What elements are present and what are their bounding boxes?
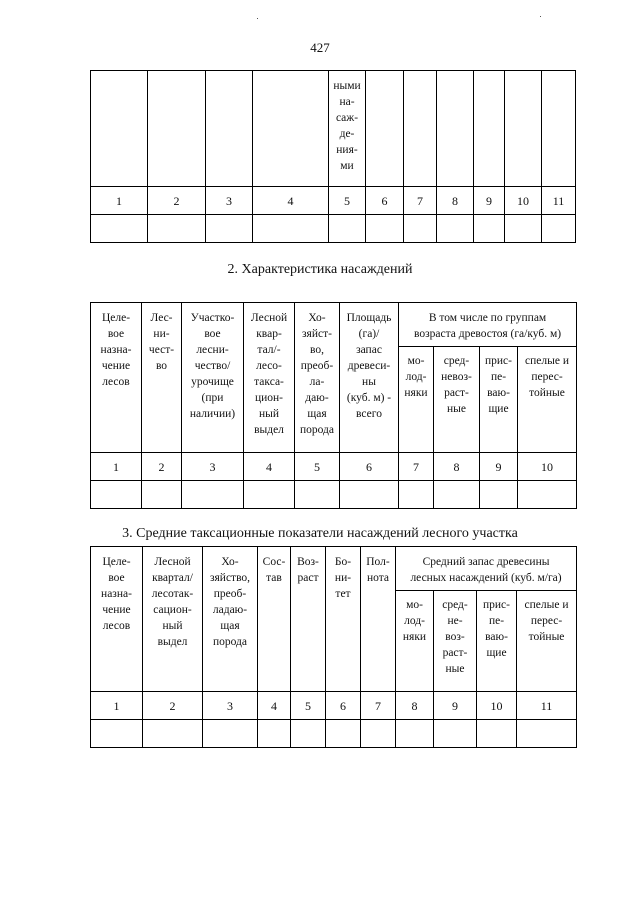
header-cell: Участко- вое лесни- чество/ урочище (при наличии) bbox=[182, 303, 244, 453]
column-number: 8 bbox=[434, 453, 480, 481]
scan-speck bbox=[257, 18, 258, 19]
empty-cell bbox=[291, 720, 326, 748]
empty-cell bbox=[258, 720, 291, 748]
header-cell: Площадь (га)/ запас древеси- ны (куб. м) - всего bbox=[340, 303, 399, 453]
empty-cell bbox=[148, 215, 206, 243]
empty-cell bbox=[295, 481, 340, 509]
header-cell bbox=[366, 71, 404, 187]
column-number-row bbox=[91, 187, 576, 215]
column-number: 11 bbox=[542, 187, 576, 215]
scan-speck bbox=[540, 16, 541, 17]
subheader-cell: мо- лод- няки bbox=[399, 347, 434, 453]
empty-cell bbox=[474, 215, 505, 243]
column-number: 2 bbox=[143, 692, 203, 720]
group-header-cell: Средний запас древесины лесных насаждений (куб. м/га) bbox=[396, 547, 577, 591]
empty-cell bbox=[142, 481, 182, 509]
column-number: 3 bbox=[203, 692, 258, 720]
empty-cell bbox=[517, 720, 577, 748]
column-number: 4 bbox=[258, 692, 291, 720]
empty-cell bbox=[91, 481, 142, 509]
empty-cell bbox=[366, 215, 404, 243]
table-continuation bbox=[90, 70, 576, 243]
column-number: 1 bbox=[91, 692, 143, 720]
empty-cell bbox=[542, 215, 576, 243]
column-number: 4 bbox=[253, 187, 329, 215]
empty-cell bbox=[203, 720, 258, 748]
header-cell bbox=[206, 71, 253, 187]
header-cell: Сос- тав bbox=[258, 547, 291, 692]
header-cell: Лес- ни- чест- во bbox=[142, 303, 182, 453]
empty-cell bbox=[434, 481, 480, 509]
column-number: 10 bbox=[477, 692, 517, 720]
empty-cell bbox=[253, 215, 329, 243]
subheader-cell: прис- пе- ваю- щие bbox=[480, 347, 518, 453]
header-cell bbox=[253, 71, 329, 187]
header-cell bbox=[437, 71, 474, 187]
column-number: 10 bbox=[505, 187, 542, 215]
empty-data-row bbox=[91, 720, 577, 748]
empty-cell bbox=[480, 481, 518, 509]
header-cell: ными на- саж- де- ния- ми bbox=[329, 71, 366, 187]
header-cell: Бо- ни- тет bbox=[326, 547, 361, 692]
empty-data-row bbox=[91, 215, 576, 243]
empty-data-row bbox=[91, 481, 577, 509]
column-number: 2 bbox=[142, 453, 182, 481]
section-title: 3. Средние таксационные показатели насаждений лесного участка bbox=[122, 526, 518, 541]
column-number: 7 bbox=[404, 187, 437, 215]
table-taxation-indicators bbox=[90, 546, 577, 748]
column-number: 6 bbox=[340, 453, 399, 481]
column-number: 2 bbox=[148, 187, 206, 215]
column-number-row bbox=[91, 692, 577, 720]
column-number: 6 bbox=[366, 187, 404, 215]
column-number: 11 bbox=[517, 692, 577, 720]
header-cell bbox=[542, 71, 576, 187]
empty-cell bbox=[329, 215, 366, 243]
header-cell bbox=[505, 71, 542, 187]
header-cell bbox=[91, 71, 148, 187]
subheader-cell: мо- лод- няки bbox=[396, 591, 434, 692]
column-number: 5 bbox=[295, 453, 340, 481]
subheader-cell: сред- не- воз- раст- ные bbox=[434, 591, 477, 692]
column-number: 1 bbox=[91, 187, 148, 215]
empty-cell bbox=[399, 481, 434, 509]
header-cell: Хо- зяйст- во, преоб- ла- даю- щая порода bbox=[295, 303, 340, 453]
column-number: 10 bbox=[518, 453, 577, 481]
column-number: 1 bbox=[91, 453, 142, 481]
header-cell: Лесной квартал/ лесотак- сацион- ный выдел bbox=[143, 547, 203, 692]
column-number: 5 bbox=[329, 187, 366, 215]
header-cell: Целе- вое назна- чение лесов bbox=[91, 303, 142, 453]
empty-cell bbox=[143, 720, 203, 748]
column-number: 8 bbox=[396, 692, 434, 720]
empty-cell bbox=[437, 215, 474, 243]
column-number: 5 bbox=[291, 692, 326, 720]
empty-cell bbox=[361, 720, 396, 748]
empty-cell bbox=[91, 215, 148, 243]
page-number: 427 bbox=[310, 40, 330, 55]
header-cell bbox=[474, 71, 505, 187]
header-cell: Хо- зяйство, преоб- ладаю- щая порода bbox=[203, 547, 258, 692]
column-number: 9 bbox=[474, 187, 505, 215]
column-number: 9 bbox=[434, 692, 477, 720]
column-number: 9 bbox=[480, 453, 518, 481]
header-cell: Целе- вое назна- чение лесов bbox=[91, 547, 143, 692]
section-title: 2. Характеристика насаждений bbox=[227, 262, 413, 277]
empty-cell bbox=[434, 720, 477, 748]
empty-cell bbox=[182, 481, 244, 509]
column-number: 7 bbox=[361, 692, 396, 720]
subheader-cell: спелые и перес- тойные bbox=[517, 591, 577, 692]
header-cell: Воз- раст bbox=[291, 547, 326, 692]
empty-cell bbox=[505, 215, 542, 243]
header-cell bbox=[148, 71, 206, 187]
empty-cell bbox=[477, 720, 517, 748]
subheader-cell: спелые и перес- тойные bbox=[518, 347, 577, 453]
header-cell: Пол- нота bbox=[361, 547, 396, 692]
header-cell: Лесной квар- тал/- лесо- такса- цион- ный выдел bbox=[244, 303, 295, 453]
column-number: 7 bbox=[399, 453, 434, 481]
column-number: 8 bbox=[437, 187, 474, 215]
column-number: 3 bbox=[182, 453, 244, 481]
empty-cell bbox=[340, 481, 399, 509]
header-cell bbox=[404, 71, 437, 187]
column-number: 6 bbox=[326, 692, 361, 720]
empty-cell bbox=[326, 720, 361, 748]
group-header-cell: В том числе по группам возраста древостоя (га/куб. м) bbox=[399, 303, 577, 347]
empty-cell bbox=[244, 481, 295, 509]
empty-cell bbox=[518, 481, 577, 509]
column-number: 4 bbox=[244, 453, 295, 481]
subheader-cell: сред- невоз- раст- ные bbox=[434, 347, 480, 453]
subheader-cell: прис- пе- ваю- щие bbox=[477, 591, 517, 692]
empty-cell bbox=[396, 720, 434, 748]
empty-cell bbox=[91, 720, 143, 748]
table-plantations bbox=[90, 302, 577, 509]
column-number-row bbox=[91, 453, 577, 481]
column-number: 3 bbox=[206, 187, 253, 215]
empty-cell bbox=[206, 215, 253, 243]
empty-cell bbox=[404, 215, 437, 243]
